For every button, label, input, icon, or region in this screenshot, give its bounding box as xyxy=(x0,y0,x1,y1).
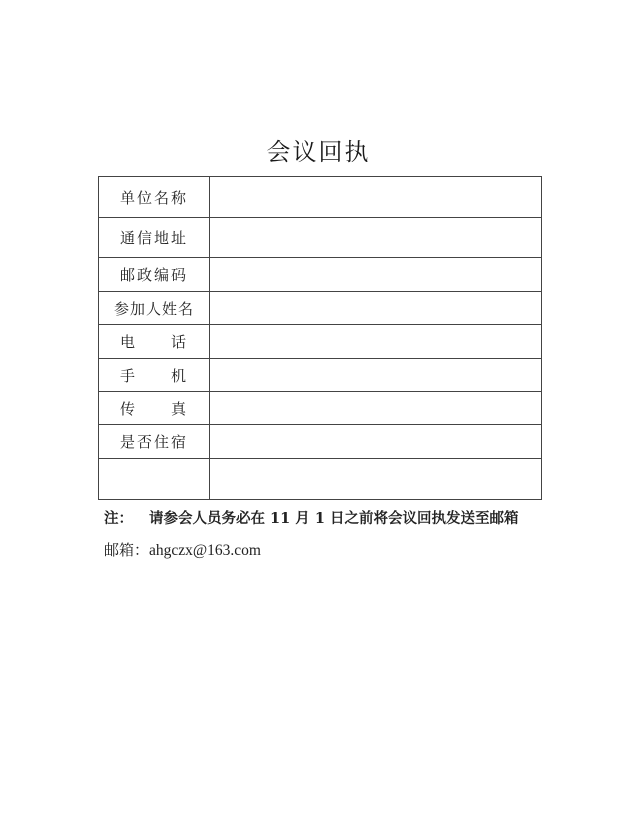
row-label-unit-name: 单位名称 xyxy=(99,177,210,218)
row-label-address: 通信地址 xyxy=(99,218,210,258)
attendee-name-field[interactable] xyxy=(210,292,542,325)
table-row xyxy=(99,177,542,218)
row-label-fax: 传 真 xyxy=(99,392,210,425)
row-label-mobile: 手 机 xyxy=(99,359,210,392)
row-label-phone: 电 话 xyxy=(99,325,210,359)
mobile-field[interactable] xyxy=(210,359,542,392)
reply-form-table xyxy=(98,176,542,500)
page-title: 会议回执 xyxy=(266,138,371,166)
note-text: 请参会人员务必在 11 月 1 日之前将会议回执发送至邮箱 xyxy=(149,510,519,527)
row-label-blank xyxy=(99,459,210,500)
table-row xyxy=(99,325,542,359)
postcode-field[interactable] xyxy=(210,258,542,292)
table-row xyxy=(99,218,542,258)
row-label-postcode: 邮政编码 xyxy=(99,258,210,292)
row-label-attendee-name: 参加人姓名 xyxy=(99,292,210,325)
fax-field[interactable] xyxy=(210,392,542,425)
table-row xyxy=(99,392,542,425)
table-row xyxy=(99,292,542,325)
table-row xyxy=(99,359,542,392)
table-row xyxy=(99,425,542,459)
note-prefix: 注： xyxy=(104,510,133,527)
unit-name-field[interactable] xyxy=(210,177,542,218)
email-address-link[interactable]: ahgczx@163.com xyxy=(149,542,261,559)
table-row xyxy=(99,459,542,500)
accommodation-field[interactable] xyxy=(210,425,542,459)
phone-field[interactable] xyxy=(210,325,542,359)
submission-note xyxy=(104,507,564,528)
row-label-accommodation: 是否住宿 xyxy=(99,425,210,459)
email-label: 邮箱： xyxy=(104,541,150,559)
blank-field[interactable] xyxy=(210,459,542,500)
contact-email xyxy=(104,539,261,560)
address-field[interactable] xyxy=(210,218,542,258)
table-row xyxy=(99,258,542,292)
